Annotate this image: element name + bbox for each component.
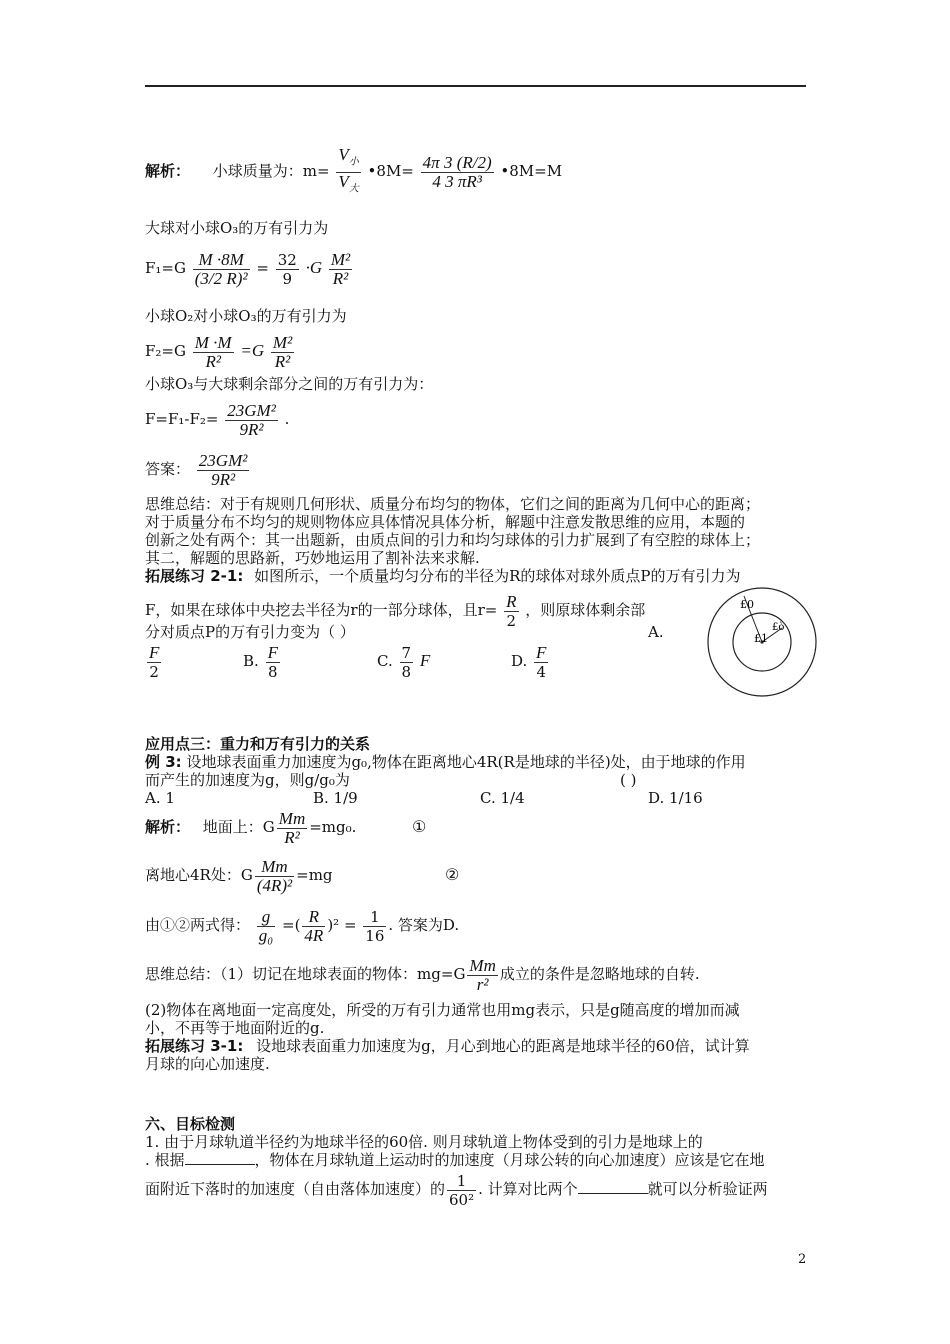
option-a-value: $\frac{F}{2}$ [149, 642, 160, 681]
ex3-option-c: C. 1/4 [480, 789, 525, 807]
formula-f1: F₁=G $\frac{M \cdot 8M}{\text{(3/2 R)²}}$ = $\frac{32}{9}$ ·G $\frac{\text{M²}}{\text{R²}}$ [145, 249, 351, 288]
formula-f: F=F₁-F₂= $\frac{\text{23GM²}}{\text{9R²}}$ . [145, 400, 290, 439]
eq-marker-1: ① [412, 817, 427, 836]
section-6-heading: 六、目标检测 [145, 1115, 236, 1133]
option-d: D. $\frac{F}{4}$ [511, 642, 547, 681]
ex21-option-a-label: A. [648, 623, 664, 641]
page-number: 2 [798, 1252, 807, 1267]
summary1-line-3: 创新之处有两个：其一出题新，由质点间的引力和均匀球体的引力扩展到了有空腔的球体上； [145, 531, 761, 549]
ex3-option-a: A. 1 [145, 789, 175, 807]
analysis3-line-1: 解析： 地面上：G $\frac{Mm}{\text{R²}}$ =mg₀. [145, 808, 357, 847]
summary1-line-2: 对于质量分布不均匀的规则物体应具体情况具体分析，解题中注意发散思维的应用，本题的 [145, 513, 746, 531]
formula-f2: F₂=G $\frac{M \cdot M}{\text{R²}}$ =G $\frac{\text{M²}}{\text{R²}}$ [145, 332, 293, 371]
figure-label-inner: £ò [772, 622, 785, 633]
ex21-line-2: F，如果在球体中央挖去半径为r的一部分球体，且r= $\frac{R}{2}$ ，则原球体剩余部 [145, 591, 646, 630]
text-big-on-small: 大球对小球O₃的万有引力为 [145, 219, 329, 237]
hollow-sphere-figure [706, 586, 818, 698]
q1-line-2: . 根据 ，物体在月球轨道上运动时的加速度（月球公转的向心加速度）应该是它在地 [145, 1151, 765, 1169]
analysis3-line-2: 离地心4R处：G $\frac{Mm}{\text{(4R)²}}$ =mg [145, 856, 333, 895]
option-b: B. $\frac{F}{8}$ [243, 642, 278, 681]
ex3-line-1: 例 3: 设地球表面重力加速度为g₀,物体在距离地心4R(R是地球的半径)处，由于地球的作用 [145, 753, 746, 771]
ex3-option-b: B. 1/9 [313, 789, 358, 807]
ex21-line-1: 拓展练习 2-1: 如图所示，一个质量均匀分布的半径为R的球体对球外质点P的万有引力为 [145, 567, 741, 585]
ex31-line-1: 拓展练习 3-1: 设地球表面重力加速度为g，月心到地心的距离是地球半径的60倍，试计算 [145, 1037, 750, 1055]
analysis3-line-3: 由①②两式得： $\frac{g}{\text{g₀}}$ =( $\frac{R}{4R}$ )² = $\frac{1}{16}$ . 答案为D. [145, 906, 460, 945]
q1-line-3: 面附近下落时的加速度（自由落体加速度）的 $\frac{1}{\text{60²}}$ . 计算对比两个 就可以分析验证两 [145, 1171, 768, 1209]
summary3-line-1: 思维总结：（1）切记在地球表面的物体：mg=G $\frac{Mm}{\text{r²}}$ 成立的条件是忽略地球的自转. [145, 955, 700, 994]
ex21-line-3: 分对质点P的万有引力变为（ ） [145, 623, 355, 641]
ex3-line-2: 而产生的加速度为g，则g/g₀为 [145, 771, 350, 789]
section-3-heading: 应用点三：重力和万有引力的关系 [145, 735, 371, 753]
summary3-line-3: 小，不再等于地面附近的g. [145, 1019, 325, 1037]
summary1-line-1: 思维总结：对于有规则几何形状、质量分布均匀的物体，它们之间的距离为几何中心的距离； [145, 495, 761, 513]
header-rule [145, 85, 806, 87]
q1-line-1: 1. 由于月球轨道半径约为地球半径的60倍. 则月球轨道上物体受到的引力是地球上的 [145, 1133, 703, 1151]
ex3-option-d: D. 1/16 [648, 789, 703, 807]
ex3-paren: ( ) [620, 771, 637, 789]
ex31-line-2: 月球的向心加速度. [145, 1055, 270, 1073]
text-o2-on-o3: 小球O₂对小球O₃的万有引力为 [145, 307, 347, 325]
analysis-mass: 解析： 小球质量为：m= $\frac{V_小}{V_大}$ •8M= $\frac{4\pi 3 (R/2)}{\text{4 3 πR³}}$ •8M=M [145, 145, 563, 194]
summary1-line-4: 其二，解题的思路新，巧妙地运用了割补法来求解. [145, 549, 480, 567]
eq-marker-2: ② [445, 865, 460, 884]
ex21-options [145, 640, 585, 682]
blank-1[interactable] [185, 1150, 255, 1165]
figure-label-outer: £0 [740, 598, 754, 611]
text-o3-rest: 小球O₃与大球剩余部分之间的万有引力为： [145, 375, 434, 393]
answer-1: 答案： $\frac{\text{23GM²}}{\text{9R²}}$ [145, 450, 248, 489]
figure-label-center: £1 [754, 632, 768, 645]
summary3-line-2: (2)物体在离地面一定高度处，所受的万有引力通常也用mg表示，只是g随高度的增加而减 [145, 1001, 740, 1019]
blank-2[interactable] [578, 1179, 648, 1194]
option-c: C. $\frac{7}{8}$ F [377, 643, 431, 681]
